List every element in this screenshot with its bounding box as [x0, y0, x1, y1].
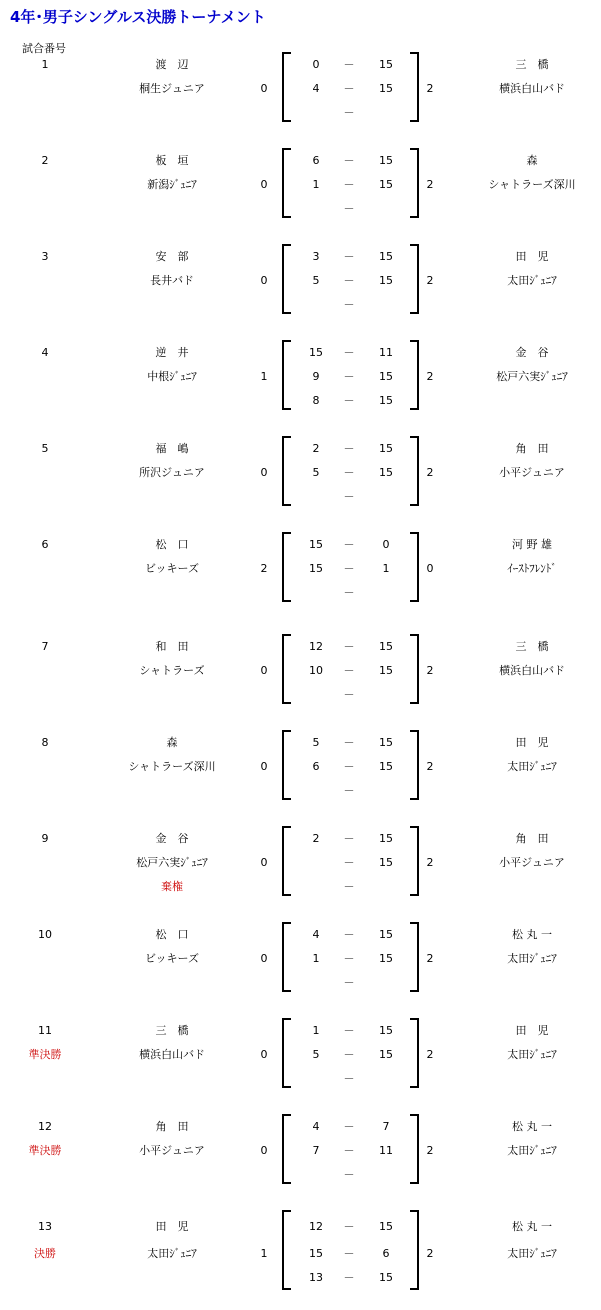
match-block [0, 154, 601, 250]
bracket-right [410, 52, 419, 122]
game-score-dash: － [343, 880, 355, 893]
player2-team: 太田ｼﾞｭﾆｱ [507, 274, 557, 287]
game-score-right: 15 [379, 274, 393, 287]
bracket-right [410, 730, 419, 800]
game-score-dash: － [343, 250, 355, 263]
match-number: 8 [41, 736, 49, 749]
player1-team: 横浜白山バド [139, 1048, 205, 1061]
player1-name: 福 嶋 [155, 442, 189, 455]
game-score-right: 15 [379, 664, 393, 677]
bracket-left [282, 1210, 291, 1290]
player1-team: 小平ジュニア [139, 1144, 205, 1157]
player1-games-won: 0 [260, 952, 268, 965]
round-label: 準決勝 [28, 1144, 62, 1157]
bracket-left [282, 436, 291, 506]
game-score-right: 7 [382, 1120, 390, 1133]
player2-name: 三 橋 [515, 640, 549, 653]
player1-games-won: 0 [260, 178, 268, 191]
game-score-left: 12 [309, 1220, 323, 1233]
game-score-dash: － [343, 736, 355, 749]
match-block [0, 442, 601, 538]
player2-name: 松 丸 一 [512, 1220, 552, 1233]
match-number: 1 [41, 58, 49, 71]
bracket-right [410, 436, 419, 506]
game-score-left: 7 [312, 1144, 320, 1157]
bracket-right [410, 826, 419, 896]
player2-games-won: 0 [426, 562, 434, 575]
match-number: 10 [38, 928, 52, 941]
game-score-dash: － [343, 688, 355, 701]
player2-games-won: 2 [426, 1247, 434, 1260]
game-score-right: 15 [379, 760, 393, 773]
player1-name: 逆 井 [155, 346, 189, 359]
game-score-dash: － [343, 760, 355, 773]
player2-games-won: 2 [426, 1144, 434, 1157]
game-score-dash: － [343, 1168, 355, 1181]
player2-name: 三 橋 [515, 58, 549, 71]
player1-name: 森 [166, 736, 178, 749]
game-score-dash: － [343, 154, 355, 167]
player2-games-won: 2 [426, 952, 434, 965]
game-score-left: 15 [309, 346, 323, 359]
game-score-left: 15 [309, 562, 323, 575]
bracket-left [282, 532, 291, 602]
player2-name: 金 谷 [515, 346, 549, 359]
game-score-right: 15 [379, 370, 393, 383]
bracket-right [410, 148, 419, 218]
game-score-right: 15 [379, 466, 393, 479]
game-score-left: 5 [312, 736, 320, 749]
game-score-left: 5 [312, 466, 320, 479]
player2-team: 太田ｼﾞｭﾆｱ [507, 952, 557, 965]
bracket-right [410, 340, 419, 410]
game-score-left: 0 [312, 58, 320, 71]
game-score-right: 15 [379, 1271, 393, 1284]
game-score-left: 1 [312, 1024, 320, 1037]
game-score-dash: － [343, 298, 355, 311]
game-score-dash: － [343, 586, 355, 599]
player1-games-won: 0 [260, 1048, 268, 1061]
game-score-left: 9 [312, 370, 320, 383]
game-score-left: 2 [312, 442, 320, 455]
bracket-left [282, 730, 291, 800]
match-number: 4 [41, 346, 49, 359]
game-score-right: 0 [382, 538, 390, 551]
game-score-right: 15 [379, 832, 393, 845]
game-score-dash: － [343, 106, 355, 119]
game-score-right: 15 [379, 736, 393, 749]
round-label: 準決勝 [28, 1048, 62, 1061]
game-score-dash: － [343, 856, 355, 869]
game-score-right: 6 [382, 1247, 390, 1260]
player2-team: 横浜白山バド [499, 82, 565, 95]
bracket-right [410, 244, 419, 314]
player1-team: シャトラーズ [139, 664, 205, 677]
bracket-right [410, 1114, 419, 1184]
game-score-right: 15 [379, 856, 393, 869]
player2-games-won: 2 [426, 1048, 434, 1061]
player2-games-won: 2 [426, 274, 434, 287]
player2-games-won: 2 [426, 856, 434, 869]
game-score-dash: － [343, 538, 355, 551]
match-number: 7 [41, 640, 49, 653]
game-score-left: 13 [309, 1271, 323, 1284]
player2-team: 太田ｼﾞｭﾆｱ [507, 1048, 557, 1061]
game-score-right: 11 [379, 346, 393, 359]
game-score-dash: － [343, 976, 355, 989]
game-score-right: 15 [379, 640, 393, 653]
game-score-dash: － [343, 1024, 355, 1037]
game-score-right: 15 [379, 58, 393, 71]
player1-team: 桐生ジュニア [139, 82, 205, 95]
game-score-right: 1 [382, 562, 390, 575]
game-score-right: 15 [379, 154, 393, 167]
game-score-left: 4 [312, 1120, 320, 1133]
game-score-dash: － [343, 1120, 355, 1133]
bracket-right [410, 532, 419, 602]
game-score-right: 11 [379, 1144, 393, 1157]
game-score-right: 15 [379, 250, 393, 263]
match-block [0, 538, 601, 634]
player1-name: 角 田 [155, 1120, 189, 1133]
game-score-left: 12 [309, 640, 323, 653]
game-score-right: 15 [379, 1220, 393, 1233]
player1-name: 金 谷 [155, 832, 189, 845]
game-score-dash: － [343, 58, 355, 71]
forfeit-label: 棄権 [161, 880, 183, 893]
bracket-right [410, 922, 419, 992]
game-score-right: 15 [379, 178, 393, 191]
player1-games-won: 2 [260, 562, 268, 575]
match-number: 3 [41, 250, 49, 263]
game-score-dash: － [343, 928, 355, 941]
player2-games-won: 2 [426, 82, 434, 95]
player1-team: 中根ｼﾞｭﾆｱ [147, 370, 197, 383]
player2-name: 田 児 [515, 736, 549, 749]
player1-name: 安 部 [155, 250, 189, 263]
game-score-left: 8 [312, 394, 320, 407]
player1-team: 長井バド [150, 274, 194, 287]
player2-team: ｲｰｽﾄﾌﾚﾝﾄﾞ [507, 562, 557, 575]
match-number: 13 [38, 1220, 52, 1233]
game-score-dash: － [343, 442, 355, 455]
player2-team: 小平ジュニア [499, 856, 565, 869]
player2-team: 太田ｼﾞｭﾆｱ [507, 1247, 557, 1260]
game-score-dash: － [343, 1271, 355, 1284]
game-score-left: 4 [312, 82, 320, 95]
player2-games-won: 2 [426, 664, 434, 677]
bracket-left [282, 340, 291, 410]
match-number-header: 試合番号 [22, 42, 66, 55]
player2-team: 小平ジュニア [499, 466, 565, 479]
match-number: 5 [41, 442, 49, 455]
player2-team: シャトラーズ深川 [488, 178, 576, 191]
player1-games-won: 0 [260, 1144, 268, 1157]
game-score-dash: － [343, 274, 355, 287]
bracket-left [282, 244, 291, 314]
player2-name: 田 児 [515, 250, 549, 263]
game-score-dash: － [343, 1072, 355, 1085]
match-number: 11 [38, 1024, 52, 1037]
game-score-dash: － [343, 1144, 355, 1157]
game-score-dash: － [343, 178, 355, 191]
player2-team: 松戸六実ｼﾞｭﾆｱ [496, 370, 568, 383]
game-score-right: 15 [379, 1024, 393, 1037]
bracket-left [282, 52, 291, 122]
player2-team: 太田ｼﾞｭﾆｱ [507, 1144, 557, 1157]
bracket-left [282, 826, 291, 896]
player1-games-won: 0 [260, 274, 268, 287]
match-number: 6 [41, 538, 49, 551]
game-score-dash: － [343, 490, 355, 503]
game-score-left: 4 [312, 928, 320, 941]
player2-games-won: 2 [426, 760, 434, 773]
player1-name: 松 口 [155, 928, 189, 941]
player1-team: 松戸六実ｼﾞｭﾆｱ [136, 856, 208, 869]
game-score-dash: － [343, 346, 355, 359]
match-number: 9 [41, 832, 49, 845]
game-score-dash: － [343, 640, 355, 653]
match-block [0, 832, 601, 928]
game-score-dash: － [343, 1048, 355, 1061]
player1-team: ビッキーズ [144, 562, 199, 575]
game-score-dash: － [343, 952, 355, 965]
player2-name: 田 児 [515, 1024, 549, 1037]
game-score-right: 15 [379, 952, 393, 965]
game-score-dash: － [343, 562, 355, 575]
game-score-left: 1 [312, 178, 320, 191]
player1-name: 松 口 [155, 538, 189, 551]
player1-games-won: 0 [260, 466, 268, 479]
match-number: 12 [38, 1120, 52, 1133]
match-block [0, 928, 601, 1024]
bracket-left [282, 922, 291, 992]
game-score-dash: － [343, 832, 355, 845]
player2-games-won: 2 [426, 178, 434, 191]
player1-games-won: 0 [260, 82, 268, 95]
player2-games-won: 2 [426, 370, 434, 383]
game-score-right: 15 [379, 1048, 393, 1061]
game-score-left: 2 [312, 832, 320, 845]
page-title: 4年･男子シングルス決勝トーナメント [10, 8, 266, 26]
player1-team: 所沢ジュニア [139, 466, 205, 479]
game-score-right: 15 [379, 82, 393, 95]
bracket-left [282, 1114, 291, 1184]
player1-games-won: 1 [260, 1247, 268, 1260]
game-score-left: 15 [309, 538, 323, 551]
bracket-left [282, 634, 291, 704]
game-score-dash: － [343, 784, 355, 797]
bracket-right [410, 1210, 419, 1290]
match-block [0, 346, 601, 442]
game-score-left: 3 [312, 250, 320, 263]
match-block [0, 736, 601, 832]
game-score-dash: － [343, 1247, 355, 1260]
game-score-dash: － [343, 370, 355, 383]
player2-team: 太田ｼﾞｭﾆｱ [507, 760, 557, 773]
game-score-right: 15 [379, 394, 393, 407]
match-block [0, 58, 601, 154]
match-block [0, 1120, 601, 1216]
game-score-dash: － [343, 202, 355, 215]
player2-name: 松 丸 一 [512, 928, 552, 941]
match-block [0, 1024, 601, 1120]
player1-games-won: 0 [260, 664, 268, 677]
game-score-dash: － [343, 1220, 355, 1233]
player1-team: 太田ｼﾞｭﾆｱ [147, 1247, 197, 1260]
game-score-left: 6 [312, 760, 320, 773]
game-score-right: 15 [379, 928, 393, 941]
player1-name: 三 橋 [155, 1024, 189, 1037]
bracket-left [282, 1018, 291, 1088]
game-score-right: 15 [379, 442, 393, 455]
match-block [0, 1214, 601, 1310]
game-score-dash: － [343, 466, 355, 479]
player1-name: 田 児 [155, 1220, 189, 1233]
bracket-right [410, 634, 419, 704]
bracket-left [282, 148, 291, 218]
player1-team: シャトラーズ深川 [128, 760, 216, 773]
player2-name: 森 [526, 154, 538, 167]
game-score-left: 1 [312, 952, 320, 965]
player1-team: ビッキーズ [144, 952, 199, 965]
player2-name: 河 野 雄 [512, 538, 552, 551]
player1-games-won: 0 [260, 760, 268, 773]
player2-name: 角 田 [515, 442, 549, 455]
game-score-dash: － [343, 394, 355, 407]
game-score-left: 10 [309, 664, 323, 677]
match-block [0, 250, 601, 346]
player1-team: 新潟ｼﾞｭﾆｱ [147, 178, 197, 191]
player1-games-won: 1 [260, 370, 268, 383]
player2-name: 角 田 [515, 832, 549, 845]
game-score-left: 5 [312, 274, 320, 287]
player2-name: 松 丸 一 [512, 1120, 552, 1133]
player1-name: 渡 辺 [155, 58, 189, 71]
match-block [0, 640, 601, 736]
player2-team: 横浜白山バド [499, 664, 565, 677]
game-score-left: 5 [312, 1048, 320, 1061]
round-label: 決勝 [34, 1247, 56, 1260]
player1-games-won: 0 [260, 856, 268, 869]
game-score-dash: － [343, 82, 355, 95]
player2-games-won: 2 [426, 466, 434, 479]
game-score-dash: － [343, 664, 355, 677]
game-score-left: 6 [312, 154, 320, 167]
player1-name: 板 垣 [155, 154, 189, 167]
player1-name: 和 田 [155, 640, 189, 653]
game-score-left: 15 [309, 1247, 323, 1260]
match-number: 2 [41, 154, 49, 167]
bracket-right [410, 1018, 419, 1088]
